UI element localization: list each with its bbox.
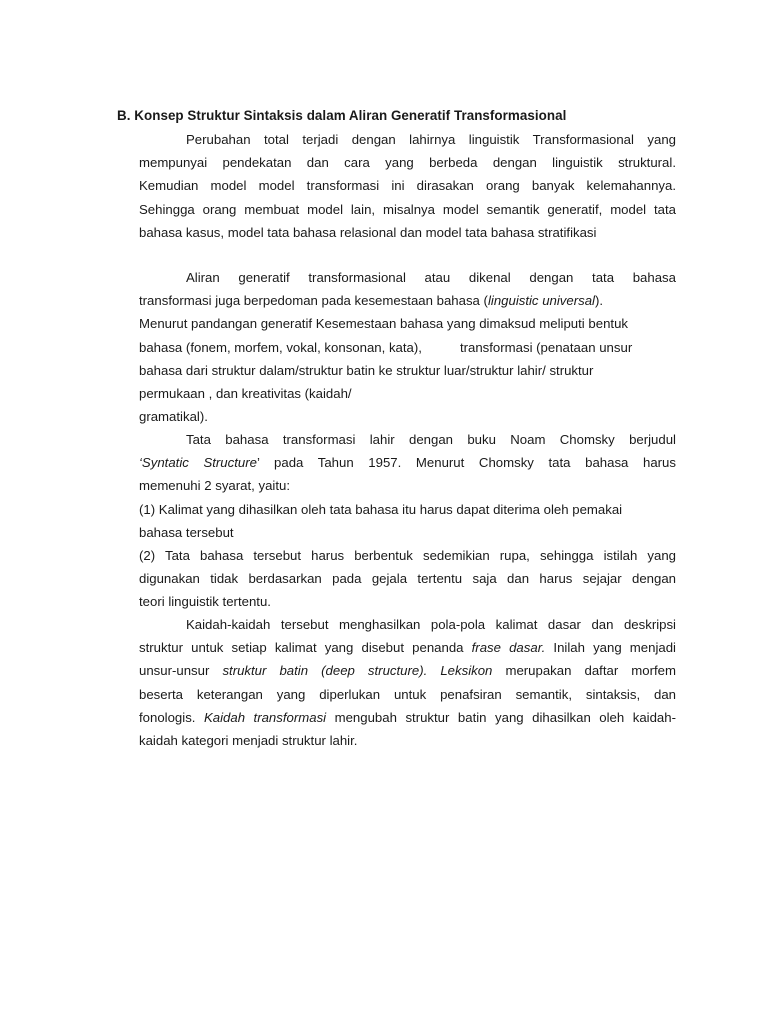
paragraph-3-line-2: ‘Syntatic Structure’ pada Tahun 1957. Menurut Chomsky tata bahasa harus bbox=[139, 455, 676, 471]
paragraph-1 bbox=[139, 128, 676, 244]
paragraph-2-line-4: bahasa (fonem, morfem, vokal, konsonan, kata), transformasi (penataan unsur bbox=[139, 339, 633, 355]
paragraph-3 bbox=[139, 428, 676, 614]
paragraph-3-line-3: memenuhi 2 syarat, yaitu: bbox=[139, 478, 290, 494]
section-heading: B. Konsep Struktur Sintaksis dalam Aliran Generatif Transformasional bbox=[117, 108, 567, 123]
paragraph-2-line-5: bahasa dari struktur dalam/struktur batin ke struktur luar/struktur lahir/ struktur bbox=[139, 362, 594, 378]
list-item-2-line-2: digunakan tidak berdasarkan pada gejala tertentu saja dan harus sejajar dengan bbox=[139, 571, 676, 587]
paragraph-1-line-4: Sehingga orang membuat model lain, misalnya model semantik generatif, model tata bbox=[139, 201, 676, 217]
paragraph-2 bbox=[139, 266, 676, 428]
paragraph-2-line-2: transformasi juga berpedoman pada kesemestaan bahasa (linguistic universal). bbox=[139, 293, 604, 309]
paragraph-4-line-4: beserta keterangan yang diperlukan untuk penafsiran semantik, sintaksis, dan bbox=[139, 686, 676, 702]
paragraph-1-line-2: mempunyai pendekatan dan cara yang berbeda dengan linguistik struktural. bbox=[139, 155, 676, 171]
paragraph-3-line-1: Tata bahasa transformasi lahir dengan buku Noam Chomsky berjudul bbox=[186, 432, 676, 447]
list-item-2-line-3: teori linguistik tertentu. bbox=[139, 594, 271, 610]
list-item-1: (1) Kalimat yang dihasilkan oleh tata bahasa itu harus dapat diterima oleh pemakai bbox=[139, 501, 623, 517]
paragraph-4-line-3: unsur-unsur struktur batin (deep structure). Leksikon merupakan daftar morfem bbox=[139, 663, 676, 679]
paragraph-4-line-2: struktur untuk setiap kalimat yang disebut penanda frase dasar. Inilah yang menjadi bbox=[139, 640, 676, 656]
paragraph-2-line-6: permukaan , dan kreativitas (kaidah/ bbox=[139, 386, 352, 402]
paragraph-2-line-7: gramatikal). bbox=[139, 409, 208, 425]
paragraph-1-line-1: Perubahan total terjadi dengan lahirnya linguistik Transformasional yang bbox=[186, 132, 676, 147]
paragraph-1-line-5: bahasa kasus, model tata bahasa relasional dan model tata bahasa stratifikasi bbox=[139, 224, 597, 240]
paragraph-2-line-3: Menurut pandangan generatif Kesemestaan bahasa yang dimaksud meliputi bentuk bbox=[139, 316, 628, 332]
paragraph-1-line-3: Kemudian model model transformasi ini dirasakan orang banyak kelemahannya. bbox=[139, 178, 676, 194]
paragraph-4-line-5: fonologis. Kaidah transformasi mengubah struktur batin yang dihasilkan oleh kaidah- bbox=[139, 709, 676, 725]
paragraph-4-line-1: Kaidah-kaidah tersebut menghasilkan pola-pola kalimat dasar dan deskripsi bbox=[186, 617, 676, 632]
list-item-1-continued: bahasa tersebut bbox=[139, 524, 234, 540]
paragraph-4-line-6: kaidah kategori menjadi struktur lahir. bbox=[139, 733, 358, 749]
paragraph-4 bbox=[139, 613, 676, 752]
list-item-2: (2) Tata bahasa tersebut harus berbentuk sedemikian rupa, sehingga istilah yang bbox=[139, 548, 676, 564]
paragraph-2-line-1: Aliran generatif transformasional atau dikenal dengan tata bahasa bbox=[186, 270, 676, 285]
